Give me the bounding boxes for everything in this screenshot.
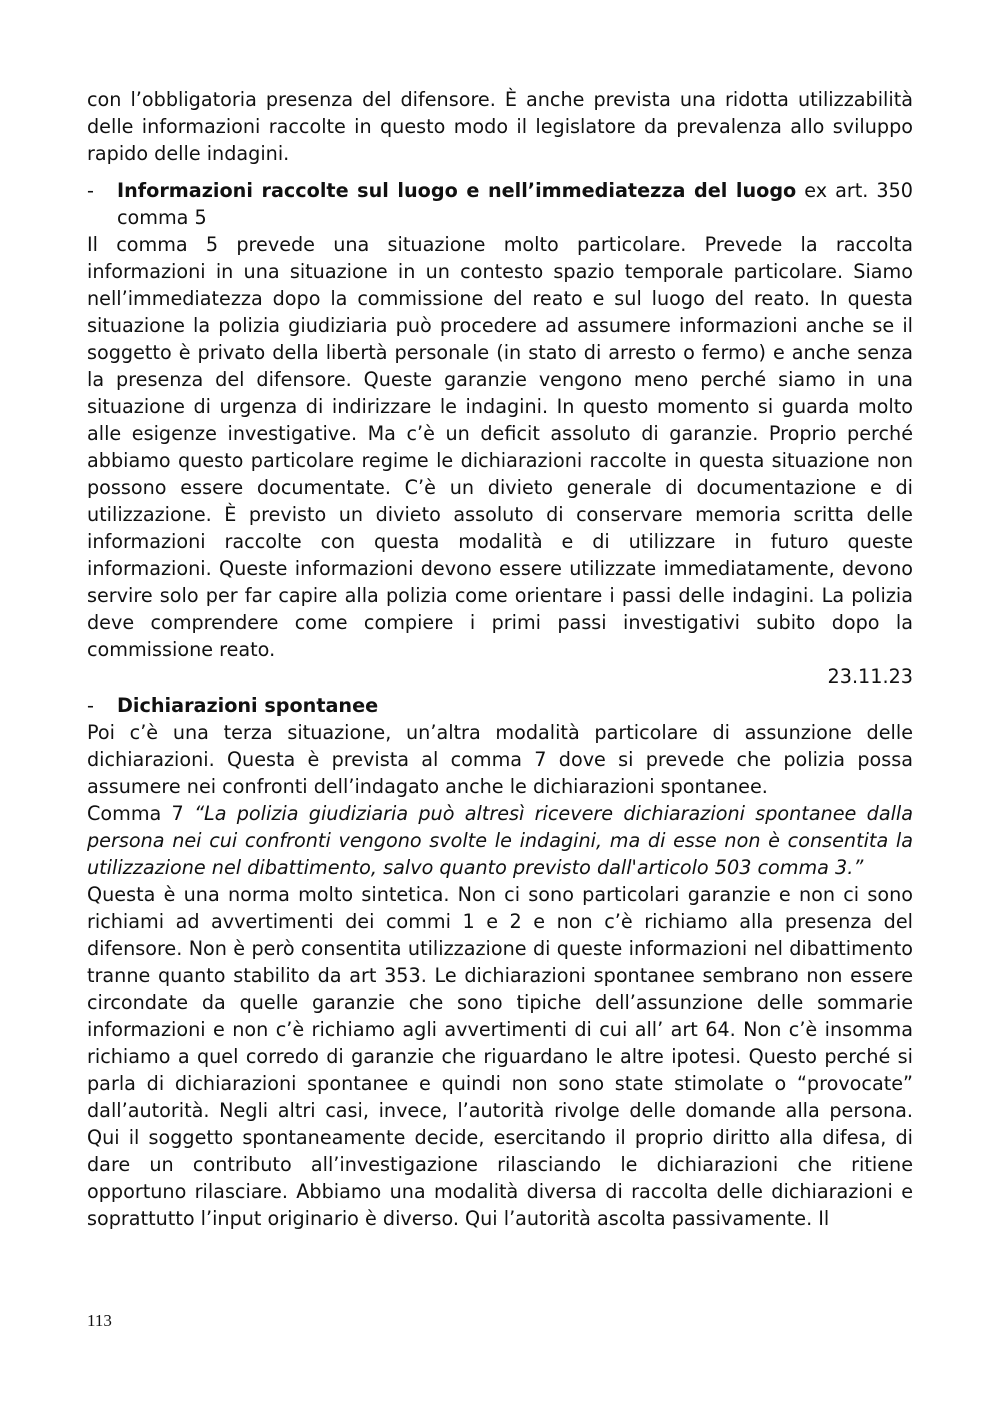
bullet-dash: - <box>87 179 94 202</box>
bullet-item-dichiarazioni <box>87 692 913 719</box>
bullet-text <box>117 177 913 231</box>
date-marker: 23.11.23 <box>827 665 913 688</box>
page-body <box>87 86 913 1232</box>
page-number: 113 <box>87 1311 112 1330</box>
bullet-heading: Dichiarazioni spontanee <box>117 694 379 717</box>
paragraph-intro: con l’obbligatoria presenza del difensore. È anche prevista una ridotta utilizzabilità delle informazioni raccolte in questo modo il legislatore da prevalenza allo sviluppo rapido delle indagini. <box>87 88 913 165</box>
paragraph-comma-5: Il comma 5 prevede una situazione molto particolare. Prevede la raccolta informazioni in una situazione in un contesto spazio temporale particolare. Siamo nell’immediatezza dopo la commissione del reato e sul luogo del reato. In questa situazione la polizia giudiziaria può procedere ad assumere informazioni anche se il soggetto è privato della libertà personale (in stato di arresto o fermo) e anche senza la presenza del difensore. Queste garanzie vengono meno perché siamo in una situazione di urgenza di indirizzare le indagini. In questo momento si guarda molto alle esigenze investigative. Ma c’è un deficit assoluto di garanzie. Proprio perché abbiamo questo particolare regime le dichiarazioni raccolte in questa situazione non possono essere documentate. C’è un divieto generale di documentazione e di utilizzazione. È previsto un divieto assoluto di conservare memoria scritta delle informazioni raccolte con questa modalità e di utilizzare in futuro queste informazioni. Queste informazioni devono essere utilizzate immediatamente, devono servire solo per far capire alla polizia come orientare i passi delle indagini. La polizia deve comprendere come compiere i primi passi investigativi subito dopo la commissione reato. <box>87 233 913 661</box>
paragraph-terza-situazione: Poi c’è una terza situazione, un’altra modalità particolare di assunzione delle dichiarazioni. Questa è prevista al comma 7 dove si prevede che polizia possa assumere nei confronti dell’indagato anche le dichiarazioni spontanee. <box>87 721 913 798</box>
quote-text: “La polizia giudiziaria può altresì ricevere dichiarazioni spontanee dalla persona nei cui confronti vengono svolte le indagini, ma di esse non è consentita la utilizzazione nel dibattimento, salvo quanto previsto dall'articolo 503 comma 3.” <box>87 802 913 879</box>
paragraph-norma-sintetica: Questa è una norma molto sintetica. Non ci sono particolari garanzie e non ci sono richiami ad avvertimenti dei commi 1 e 2 e non c’è richiamo alla presenza del difensore. Non è però consentita utilizzazione di queste informazioni nel dibattimento tranne quanto stabilito da art 353. Le dichiarazioni spontanee sembrano non essere circondate da quelle garanzie che sono tipiche dell’assunzione delle sommarie informazioni e non c’è richiamo agli avvertimenti di cui all’ art 64. Non c’è insomma richiamo a quel corredo di garanzie che riguardano le altre ipotesi. Questo perché si parla di dichiarazioni spontanee e quindi non sono state stimolate o “provocate” dall’autorità. Negli altri casi, invece, l’autorità rivolge delle domande alla persona. Qui il soggetto spontaneamente decide, esercitando il proprio diritto alla difesa, di dare un contributo all’investigazione rilasciando le dichiarazioni che ritiene opportuno rilasciare. Abbiamo una modalità diversa di raccolta delle dichiarazioni e soprattutto l’input originario è diverso. Qui l’autorità ascolta passivamente. Il <box>87 883 913 1230</box>
paragraph-comma-7-quote <box>87 800 913 881</box>
bullet-dash: - <box>87 694 94 717</box>
bullet-item-informazioni <box>87 177 913 231</box>
bullet-heading: Informazioni raccolte sul luogo e nell’immediatezza del luogo <box>117 179 797 202</box>
bullet-reference: ex art. 350 comma 5 <box>117 179 913 229</box>
quote-label: Comma 7 <box>87 802 195 825</box>
